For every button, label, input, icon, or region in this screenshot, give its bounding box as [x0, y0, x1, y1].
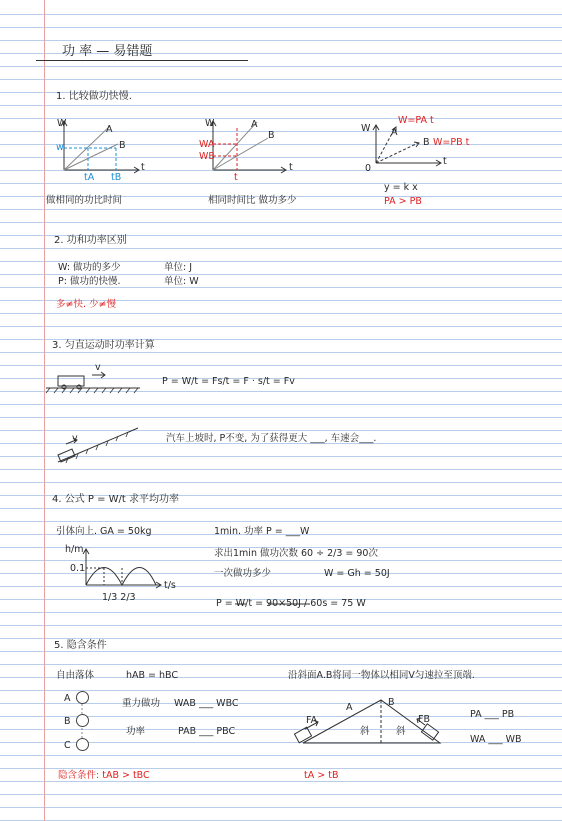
section3-slope-velocity: v — [72, 433, 78, 444]
graph2-point-b: B — [268, 130, 275, 141]
section4-q2: 求出1min 做功次数 60 ÷ 2/3 = 90次 — [214, 548, 378, 559]
section4-q3: 一次做功多少 — [214, 568, 272, 579]
incline-force-a: FA — [306, 715, 318, 726]
graph3-point-b: B — [423, 137, 430, 148]
page-title: 功 率 — 易错题 — [62, 44, 153, 59]
section5-h-eq: hAB = hBC — [126, 670, 179, 681]
incline-label-a: A — [346, 702, 353, 713]
section2-note: 多≠快. 少≠慢 — [56, 299, 116, 310]
graph2-point-a: A — [251, 119, 258, 130]
graph3-pb-label: W=PB t — [433, 137, 470, 148]
incline-force-b: FB — [418, 714, 430, 725]
car-slope — [58, 428, 138, 463]
graph2-y-label: W — [205, 118, 215, 129]
fall-label-c: C — [64, 740, 71, 751]
incline-slope-b: 斜 — [396, 726, 406, 737]
ball-b — [76, 714, 89, 727]
section2-unit1: 单位: J — [164, 262, 193, 273]
section4-q3-answer: W = Gh = 50J — [324, 568, 390, 579]
graph3-pa-label: W=PA t — [398, 115, 434, 126]
section4-q1: 1min. 功率 P = ___W — [214, 526, 310, 537]
section3-slope-text: 汽车上坡时, P不变, 为了获得更大 ___, 车速会___. — [166, 433, 377, 444]
section1-conclusion: PA > PB — [384, 196, 422, 207]
section5-time-cmp: tA > tB — [304, 770, 339, 781]
jump-graph-y-label: h/m — [65, 544, 84, 555]
graph2 — [210, 121, 286, 173]
section2-line1: W: 做功的多少 — [58, 262, 121, 273]
graph1-point-b: B — [119, 140, 126, 151]
graph1-x-label: t — [141, 162, 145, 173]
section2-heading: 2. 功和功率区别 — [54, 235, 127, 246]
graph2-t-label: t — [234, 172, 238, 183]
section5-hidden: 隐含条件: tAB > tBC — [58, 770, 150, 781]
section4-jump-text: 引体向上. GA = 50kg — [56, 526, 152, 537]
graph2-wa-label: WA — [199, 139, 215, 150]
section5-work-cmp: WAB ___ WBC — [174, 698, 239, 709]
section5-cmp-w: WA ___ WB — [470, 734, 522, 745]
section1-formula: y = k x — [384, 182, 418, 193]
graph3-y-label: W — [361, 123, 371, 134]
incline-slope-a: 斜 — [360, 726, 370, 737]
graph1-w-label: w — [56, 142, 64, 153]
section5-heading: 5. 隐含条件 — [54, 640, 107, 651]
section3-formula: P = W/t = Fs/t = F · s/t = Fv — [162, 376, 295, 387]
graph2-x-label: t — [289, 162, 293, 173]
graph1 — [61, 121, 139, 173]
graph2-wb-label: WB — [199, 151, 215, 162]
fall-label-a: A — [64, 693, 71, 704]
section5-work-label: 重力做功 — [122, 698, 161, 709]
ball-a — [76, 691, 89, 704]
fall-label-b: B — [64, 716, 71, 727]
ball-c — [76, 738, 89, 751]
jump-graph-x-label: t/s — [164, 580, 176, 591]
graph1-point-a: A — [106, 124, 113, 135]
graph3 — [373, 125, 441, 166]
graph3-origin: 0 — [365, 163, 372, 174]
section2-unit2: 单位: W — [164, 276, 199, 287]
jump-graph-marks: 1/3 2/3 — [102, 592, 136, 603]
graph1-y-label: W — [57, 118, 67, 129]
section4-final: P = W/t = 90×50J / 60s = 75 W — [216, 598, 366, 609]
section5-cmp-p: PA ___ PB — [470, 709, 515, 720]
section5-incline-text: 沿斜面A.B将同一物体以相同V匀速拉至顶端. — [288, 670, 475, 681]
jump-graph-tick: 0.1 — [70, 563, 86, 574]
section3-heading: 3. 匀直运动时功率计算 — [52, 340, 155, 351]
section5-power-label: 功率 — [126, 726, 146, 737]
section4-heading: 4. 公式 P = W/t 求平均功率 — [52, 494, 180, 505]
jump-graph — [83, 549, 161, 588]
section5-power-cmp: PAB ___ PBC — [178, 726, 236, 737]
section1-heading: 1. 比较做功快慢. — [56, 91, 132, 102]
section1-caption1: 做相同的功比时间 — [46, 195, 123, 206]
incline-label-b: B — [388, 697, 395, 708]
section3-velocity: v — [95, 362, 101, 373]
car-flat — [46, 372, 140, 393]
section1-caption2: 相同时间比 做功多少 — [208, 195, 297, 206]
section2-line2: P: 做功的快慢. — [58, 276, 121, 287]
section5-free-fall: 自由落体 — [56, 670, 95, 681]
graph1-tb-label: tB — [111, 172, 122, 183]
graph3-x-label: t — [443, 156, 447, 167]
graph3-point-a: A — [391, 127, 398, 138]
graph1-ta-label: tA — [84, 172, 95, 183]
